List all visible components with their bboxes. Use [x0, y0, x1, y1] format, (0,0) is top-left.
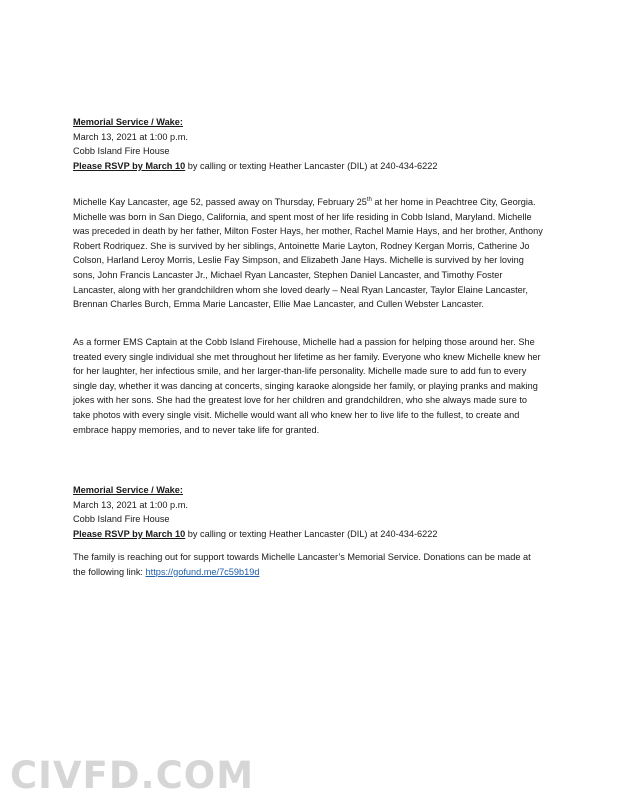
rsvp-deadline: Please RSVP by March 10	[73, 160, 186, 171]
memorial-service-date: March 13, 2021 at 1:00 p.m.	[73, 499, 188, 510]
obituary-paragraph-2-text: As a former EMS Captain at the Cobb Island Firehouse, Michelle had a passion for helping those around her. She treated every single individual she met throughout her lifetime as her family. Everyone who knew Michelle knew her for her laughter, her infectious smile, and her larger-than-life personality. Michelle made sure to add fun to every single day, whether it was dancing at concerts, singing karaoke alongside her family, or playing pranks and making jokes with her sons. She had the greatest love for her children and grandchildren, who she always made sure to take photos with every single visit. Michelle would want all who knew her to live life to the fullest, to create and embrace happy memories, and to never take life for granted.	[73, 337, 541, 435]
rsvp-contact: by calling or texting Heather Lancaster (DIL) at 240-434-6222	[185, 528, 438, 539]
ordinal-suffix: th	[366, 196, 372, 203]
memorial-service-date: March 13, 2021 at 1:00 p.m.	[73, 131, 188, 142]
obituary-paragraph-1	[73, 195, 545, 312]
civfd-watermark: CIVFD.COM	[10, 754, 255, 797]
rsvp-line	[73, 527, 545, 542]
rsvp-contact: by calling or texting Heather Lancaster (DIL) at 240-434-6222	[185, 160, 438, 171]
donation-text: The family is reaching out for support towards Michelle Lancaster’s Memorial Service. Donations can be made at the following link:	[73, 552, 531, 577]
obituary-text-rest: at her home in Peachtree City, Georgia. Michelle was born in San Diego, California, and spent most of her life residing in Cobb Island, Maryland. Michelle was preceded in death by her father, Milton Foster Hays, her mother, Rachel Mamie Hays, and her brother, Anthony Robert Rodriquez. She is survived by her siblings, Antoinette Marie Layton, Rodney Kergan Morris, Catherine Jo Colson, Harland Leroy Morris, Leslie Fay Simpson, and Elizabeth Jane Hays. Michelle is survived by her loving sons, John Francis Lancaster Jr., Michael Ryan Lancaster, Stephen Daniel Lancaster, and Timothy Foster Lancaster, along with her grandchildren whom she loved dearly – Neal Ryan Lancaster, Taylor Elaine Lancaster, Brennan Charles Burch, Emma Marie Lancaster, Ellie Mae Lancaster, and Cullen Webster Lancaster.	[73, 197, 543, 310]
memorial-service-heading: Memorial Service / Wake:	[73, 485, 183, 495]
gofundme-link[interactable]: https://gofund.me/7c59b19d	[145, 566, 260, 577]
memorial-service-block-top	[73, 115, 545, 173]
rsvp-deadline: Please RSVP by March 10	[73, 528, 186, 539]
donation-paragraph	[73, 550, 545, 579]
memorial-service-location: Cobb Island Fire House	[73, 146, 170, 157]
rsvp-line	[73, 159, 545, 174]
obituary-paragraph-2	[73, 335, 545, 437]
memorial-service-block-bottom	[73, 483, 545, 541]
obituary-text-start: Michelle Kay Lancaster, age 52, passed away on Thursday, February 25	[73, 197, 367, 207]
memorial-service-heading: Memorial Service / Wake:	[73, 117, 183, 127]
memorial-service-location: Cobb Island Fire House	[73, 514, 170, 525]
